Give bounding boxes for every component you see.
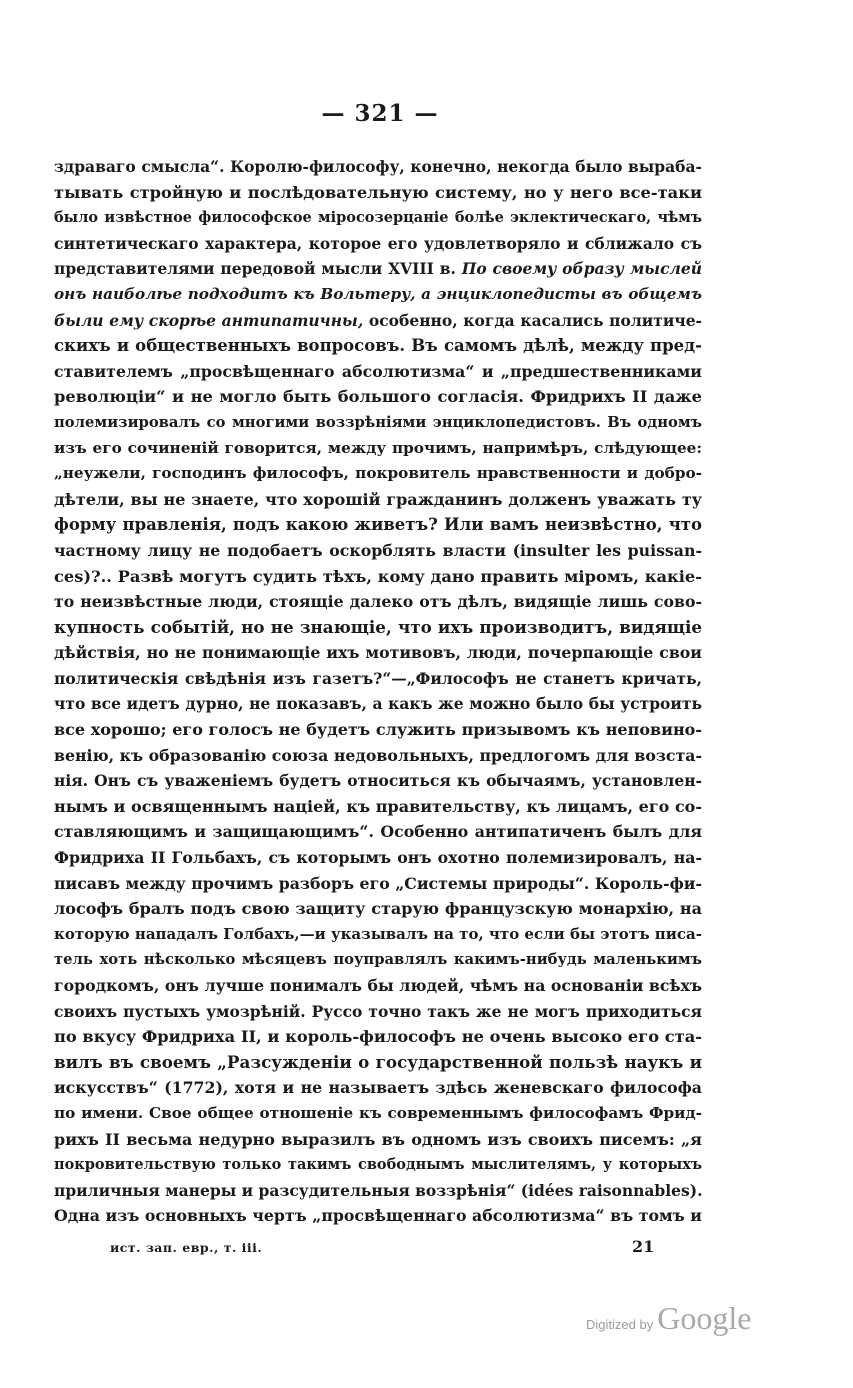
text-line: Фридриха II Гольбахъ, съ которымъ онъ охотно полемизировалъ, на- bbox=[54, 848, 702, 868]
text-line: ставителемъ „просвѣщеннаго абсолютизма“ и „предшественниками bbox=[54, 361, 702, 381]
body-text bbox=[54, 154, 702, 1229]
text-line: изъ его сочиненій говорится, между прочимъ, напримѣръ, слѣдующее: bbox=[54, 438, 702, 457]
text-line: форму правленія, подъ какою живетъ? Или вамъ неизвѣстно, что bbox=[54, 515, 702, 535]
text-line: по имени. Свое общее отношеніе къ современнымъ философамъ Фрид- bbox=[54, 1103, 702, 1122]
text-line: ces)?.. Развѣ могутъ судить тѣхъ, кому дано править міромъ, какіе- bbox=[54, 566, 702, 586]
text-line: венію, къ образованію союза недовольныхъ, предлогомъ для возста- bbox=[54, 745, 702, 765]
text-line: полемизировалъ со многими воззрѣніями энциклопедистовъ. Въ одномъ bbox=[54, 413, 702, 431]
text-line: дѣйствія, но не понимающіе ихъ мотивовъ, люди, почерпающіе свои bbox=[54, 643, 702, 663]
italic-segment: были ему скорѣе антипатичны, bbox=[54, 310, 364, 330]
page-number: — 321 — bbox=[321, 100, 439, 127]
text-line: „неужели, господинъ философъ, покровитель нравственности и добро- bbox=[54, 464, 702, 483]
text-line: писавъ между прочимъ разборъ его „Системы природы“. Король-фи- bbox=[54, 873, 702, 893]
italic-segment: По своему образу мыслей bbox=[461, 259, 702, 279]
digitization-watermark bbox=[586, 1300, 751, 1337]
text-line: Одна изъ основныхъ чертъ „просвѣщеннаго абсолютизма“ въ томъ и bbox=[54, 1206, 702, 1226]
text-line: городкомъ, онъ лучше понималъ бы людей, чѣмъ на основаніи всѣхъ bbox=[54, 976, 702, 995]
text-line: нымъ и освященнымъ націей, къ правительству, къ лицамъ, его со- bbox=[54, 796, 702, 816]
text-line: ставляющимъ и защищающимъ“. Особенно антипатиченъ былъ для bbox=[54, 822, 702, 842]
google-logo: Google bbox=[657, 1300, 752, 1336]
text-line: своихъ пустыхъ умозрѣній. Руссо точно такъ же не могъ приходиться bbox=[54, 1001, 702, 1021]
text-segment: представителями передовой мысли XVIII в. bbox=[54, 259, 462, 279]
text-line bbox=[54, 282, 702, 308]
text-line: что все идетъ дурно, не показавъ, а какъ же можно было бы устроить bbox=[54, 694, 702, 714]
text-line: искусствъ“ (1772), хотя и не называетъ здѣсь женевскаго философа bbox=[54, 1078, 702, 1098]
text-line: лософъ бралъ подъ свою защиту старую французскую монархію, на bbox=[54, 899, 702, 919]
text-line: частному лицу не подобаетъ оскорблять власти (insulter les puissan- bbox=[54, 540, 702, 560]
text-line: по вкусу Фридриха II, и король-философъ не очень высоко его ста- bbox=[54, 1027, 702, 1047]
text-segment: особенно, когда касались политиче- bbox=[363, 310, 702, 330]
text-line: здраваго смысла“. Королю-философу, конечно, некогда было выраба- bbox=[54, 157, 702, 176]
text-line: было извѣстное философское міросозерцаніе болѣе эклектическаго, чѣмъ bbox=[54, 209, 702, 227]
sheet-number: 21 bbox=[632, 1237, 655, 1256]
text-line bbox=[54, 256, 702, 282]
text-line: тывать стройную и послѣдовательную систему, но у него все-таки bbox=[54, 182, 702, 202]
text-line: революціи“ и не могло быть большого согласія. Фридрихъ II даже bbox=[54, 387, 702, 407]
italic-segment: онъ наиболѣе подходитъ къ Вольтеру, а энциклопедисты въ общемъ bbox=[54, 284, 702, 303]
text-line: дѣтели, вы не знаете, что хорошій гражданинъ долженъ уважать ту bbox=[54, 489, 702, 509]
text-line: приличныя манеры и разсудительныя воззрѣнія“ (idées raisonnables). bbox=[54, 1180, 702, 1200]
text-line: все хорошо; его голосъ не будетъ служить призывомъ къ неповино- bbox=[54, 720, 702, 740]
text-line: купность событій, но не знающіе, что ихъ производитъ, видящіе bbox=[54, 616, 702, 637]
text-line: нія. Онъ съ уваженіемъ будетъ относиться къ обычаямъ, установлен- bbox=[54, 771, 702, 791]
watermark-label: Digitized by bbox=[586, 1317, 654, 1332]
text-line: скихъ и общественныхъ вопросовъ. Въ самомъ дѣлѣ, между пред- bbox=[54, 336, 702, 356]
text-line bbox=[54, 308, 702, 334]
text-line: покровительствую только такимъ свободнымъ мыслителямъ, у которыхъ bbox=[54, 1156, 702, 1174]
text-line: тель хоть нѣсколько мѣсяцевъ поуправлялъ какимъ-нибудь маленькимъ bbox=[54, 951, 702, 969]
text-line: которую нападалъ Голбахъ,—и указывалъ на то, что если бы этотъ писа- bbox=[54, 924, 702, 943]
text-line: политическія свѣдѣнія изъ газетъ?“—„Философъ не станетъ кричать, bbox=[54, 668, 702, 688]
text-line: то неизвѣстные люди, стоящіе далеко отъ дѣлъ, видящіе лишь сово- bbox=[54, 592, 702, 612]
signature-mark: ист. зап. евр., т. ііі. bbox=[110, 1240, 263, 1255]
text-line: синтетическаго характера, которое его удовлетворяло и сближало съ bbox=[54, 233, 702, 253]
text-line: вилъ въ своемъ „Разсужденіи о государственной пользѣ наукъ и bbox=[54, 1051, 702, 1072]
text-line: рихъ II весьма недурно выразилъ въ одномъ изъ своихъ писемъ: „я bbox=[54, 1129, 702, 1149]
